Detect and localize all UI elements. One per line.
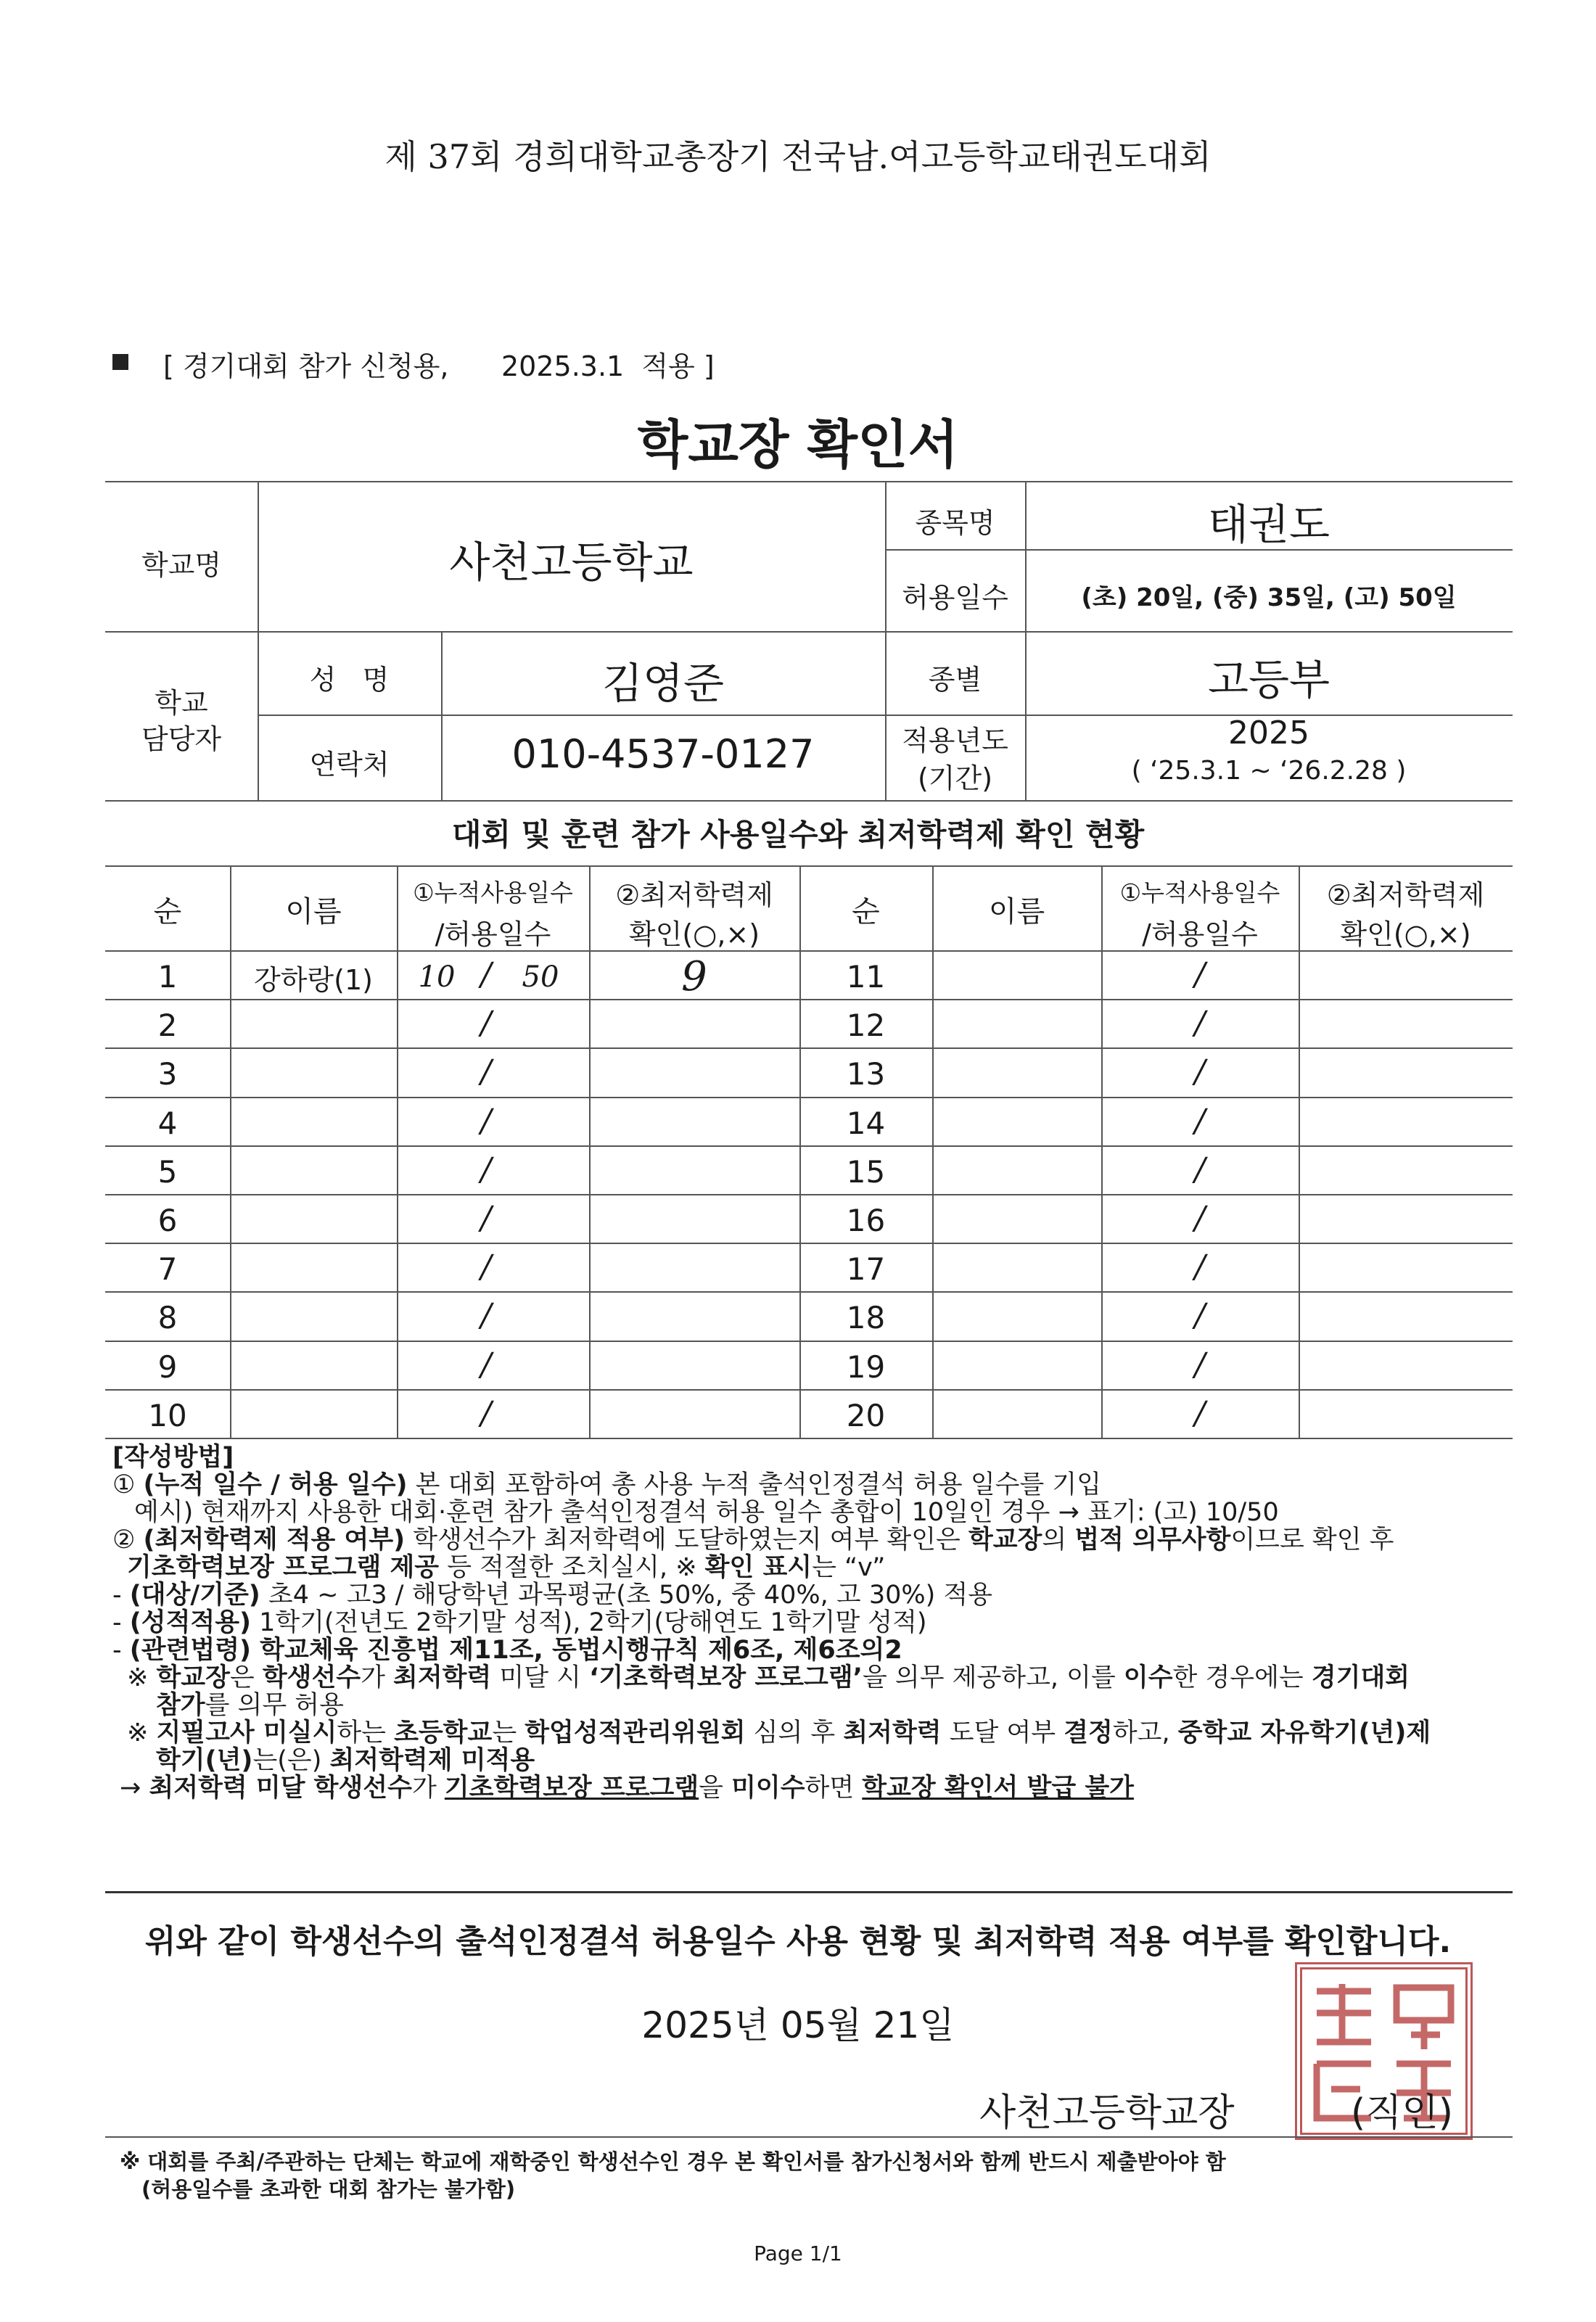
- header-days-line2: /허용일수: [1142, 918, 1258, 950]
- days-separator: /: [480, 1150, 492, 1188]
- method-line: 예시) 현재까지 사용한 대회·훈련 참가 출석인정결석 허용 일수 총합이 10일인 경우 → 표기: (고) 10/50: [134, 1498, 1279, 1527]
- header-no: 순: [153, 895, 182, 929]
- page-number: Page 1/1: [754, 2241, 842, 2265]
- row-number: 4: [157, 1105, 178, 1141]
- footnote-line2: (허용일수를 초과한 대회 참가는 불가함): [141, 2177, 516, 2202]
- row-number: 12: [846, 1008, 886, 1044]
- days-separator: /: [1194, 1200, 1206, 1237]
- table-col-line: [230, 865, 231, 1438]
- method-line: → 최저학력 미달 학생선수가 기초학력보장 프로그램을 미이수하면 학교장 확인서 발급 불가: [120, 1774, 1134, 1803]
- name-label: 성 명: [309, 664, 390, 696]
- row-number: 6: [157, 1203, 178, 1238]
- days-separator: /: [1194, 1394, 1206, 1432]
- row-number: 16: [846, 1203, 886, 1238]
- method-line: ② (최저학력제 적용 여부) 학생선수가 최저학력에 도달하였는지 여부 확인은 학교장의 법적 의무사항이므로 확인 후: [112, 1526, 1394, 1555]
- manager-label-line1: 학교: [155, 687, 208, 719]
- contact-label: 연락처: [309, 749, 390, 781]
- row-number: 14: [846, 1105, 886, 1141]
- method-line: - (관련법령) 학교체육 진흥법 제11조, 동법시행규칙 제6조, 제6조의2: [112, 1636, 902, 1665]
- table-row-line: [105, 1389, 1513, 1391]
- days-separator: /: [1194, 1248, 1206, 1286]
- method-line: 기초학력보장 프로그램 제공 등 적절한 조치실시, ※ 확인 표시는 “v”: [127, 1553, 886, 1582]
- info-top-border: [105, 481, 1513, 482]
- table-col-line: [932, 865, 934, 1438]
- table-row-line: [105, 1145, 1513, 1147]
- days-separator: /: [480, 956, 492, 993]
- days-separator: /: [480, 1248, 492, 1286]
- days-separator: /: [480, 1200, 492, 1237]
- header-days-line1: ①누적사용일수: [1119, 878, 1280, 907]
- days-label: 허용일수: [902, 582, 1008, 614]
- row-number: 10: [148, 1397, 187, 1433]
- row-number: 3: [157, 1056, 178, 1092]
- table-top-border: [105, 865, 1513, 867]
- method-line: ※ 지필고사 미실시하는 초등학교는 학업성적관리위원회 심의 후 최저학력 도달 여부 결정하고, 중학교 자유학기(년)제: [127, 1718, 1431, 1747]
- method-line: ※ 학교장은 학생선수가 최저학력 미달 시 ‘기초학력보장 프로그램’을 의무 제공하고, 이를 이수한 경우에는 경기대회: [127, 1663, 1410, 1692]
- division-label: 종별: [928, 664, 982, 696]
- table-row-line: [105, 1047, 1513, 1049]
- row-number: 5: [157, 1153, 178, 1190]
- table-row-line: [105, 999, 1513, 1000]
- days-separator: /: [480, 1346, 492, 1383]
- days-separator: /: [1194, 1053, 1206, 1091]
- manager-label-line2: 담당자: [141, 723, 222, 755]
- year-value: 2025: [1228, 715, 1309, 752]
- info-bottom-border: [105, 800, 1513, 802]
- days-separator: /: [1194, 1150, 1206, 1188]
- document-title: 학교장 확인서: [637, 414, 959, 475]
- days-separator: /: [480, 1102, 492, 1140]
- row-number: 11: [846, 959, 886, 995]
- footnote-border: [105, 2136, 1513, 2138]
- year-label-line1: 적용년도: [902, 725, 1008, 757]
- seal-label: (직인): [1351, 2091, 1454, 2135]
- header-check-line2: 확인(○,×): [628, 918, 760, 950]
- table-row-line: [105, 1341, 1513, 1342]
- competition-title: 제 37회 경희대학교총장기 전국남.여고등학교태권도대회: [384, 137, 1212, 176]
- table-row-line: [105, 1097, 1513, 1098]
- method-section: [112, 1444, 1534, 1802]
- days-value: (초) 20일, (중) 35일, (고) 50일: [1081, 583, 1457, 612]
- division-value: 고등부: [1207, 655, 1330, 704]
- days-separator: /: [1194, 1102, 1206, 1140]
- header-name: 이름: [285, 895, 342, 929]
- days-separator: /: [1194, 1005, 1206, 1042]
- issue-date: 2025년 05월 21일: [641, 2004, 955, 2046]
- min-academic-check: 9: [681, 953, 707, 1000]
- row-number: 18: [846, 1300, 886, 1336]
- principal-signature: 사천고등학교장: [979, 2091, 1235, 2135]
- row-number: 20: [846, 1397, 886, 1433]
- days-separator: /: [480, 1053, 492, 1091]
- method-line: ① (누적 일수 / 허용 일수) 본 대회 포함하여 총 사용 누적 출석인정결석 허용 일수를 기입: [112, 1470, 1102, 1499]
- row-number: 15: [846, 1153, 886, 1190]
- name-value: 김영준: [601, 659, 725, 708]
- year-period: ( ‘25.3.1 ~ ‘26.2.28 ): [1131, 756, 1407, 786]
- row-number: 8: [157, 1300, 178, 1336]
- table-row-line: [105, 1243, 1513, 1244]
- school-value: 사천고등학교: [449, 538, 694, 587]
- days-separator: /: [480, 1005, 492, 1042]
- row-number: 7: [157, 1251, 178, 1288]
- table-section-title: 대회 및 훈련 참가 사용일수와 최저학력제 확인 현황: [451, 817, 1145, 852]
- header-days-line2: /허용일수: [435, 918, 551, 950]
- table-row-line: [105, 1291, 1513, 1293]
- footnote-line1: ※ 대회를 주최/주관하는 단체는 학교에 재학중인 학생선수인 경우 본 확인서를 참가신청서와 함께 반드시 제출받아야 함: [120, 2149, 1226, 2174]
- method-line: - (성적적용) 1학기(전년도 2학기말 성적), 2학기(당해연도 1학기말 성적): [112, 1608, 927, 1637]
- row-number: 1: [157, 959, 178, 995]
- days-separator: /: [480, 1394, 492, 1432]
- header-check-line1: ②최저학력제: [1326, 879, 1485, 911]
- row-number: 2: [157, 1008, 178, 1044]
- used-days: 10: [418, 960, 456, 994]
- contact-value: 010-4537-0127: [511, 731, 815, 777]
- table-bottom-border: [105, 1438, 1513, 1439]
- days-separator: /: [480, 1297, 492, 1335]
- square-bullet-icon: [112, 354, 128, 370]
- confirmation-statement: 위와 같이 학생선수의 출석인정결석 허용일수 사용 현황 및 최저학력 적용 여부를 확인합니다.: [144, 1923, 1452, 1960]
- method-line: - (대상/기준) 초4 ~ 고3 / 해당학년 과목평균(초 50%, 중 40%, 고 30%) 적용: [112, 1581, 993, 1610]
- days-separator: /: [1194, 956, 1206, 993]
- info-line: [105, 631, 1513, 633]
- row-number: 19: [846, 1349, 886, 1385]
- method-bottom-border: [105, 1891, 1513, 1893]
- row-number: 13: [846, 1056, 886, 1092]
- event-value: 태권도: [1207, 500, 1330, 549]
- method-line: 참가를 의무 허용: [156, 1691, 344, 1720]
- days-separator: /: [1194, 1297, 1206, 1335]
- event-label: 종목명: [915, 507, 995, 539]
- header-days-line1: ①누적사용일수: [413, 878, 573, 907]
- row-number: 9: [157, 1349, 178, 1385]
- school-label: 학교명: [141, 549, 222, 581]
- header-no: 순: [852, 895, 880, 929]
- student-name: 강하랑(1): [254, 964, 373, 996]
- header-check-line1: ②최저학력제: [615, 879, 773, 911]
- header-check-line2: 확인(○,×): [1340, 918, 1471, 950]
- row-number: 17: [846, 1251, 886, 1288]
- allowed-days: 50: [522, 960, 559, 994]
- year-label-line2: (기간): [917, 762, 993, 794]
- header-name: 이름: [988, 895, 1045, 929]
- days-separator: /: [1194, 1346, 1206, 1383]
- table-row-line: [105, 1194, 1513, 1195]
- form-note: [ 경기대회 참가 신청용, 2025.3.1 적용 ]: [163, 350, 715, 382]
- method-line: 학기(년)는(은) 최저학력제 미적용: [156, 1746, 535, 1775]
- method-heading: [작성방법]: [112, 1443, 234, 1472]
